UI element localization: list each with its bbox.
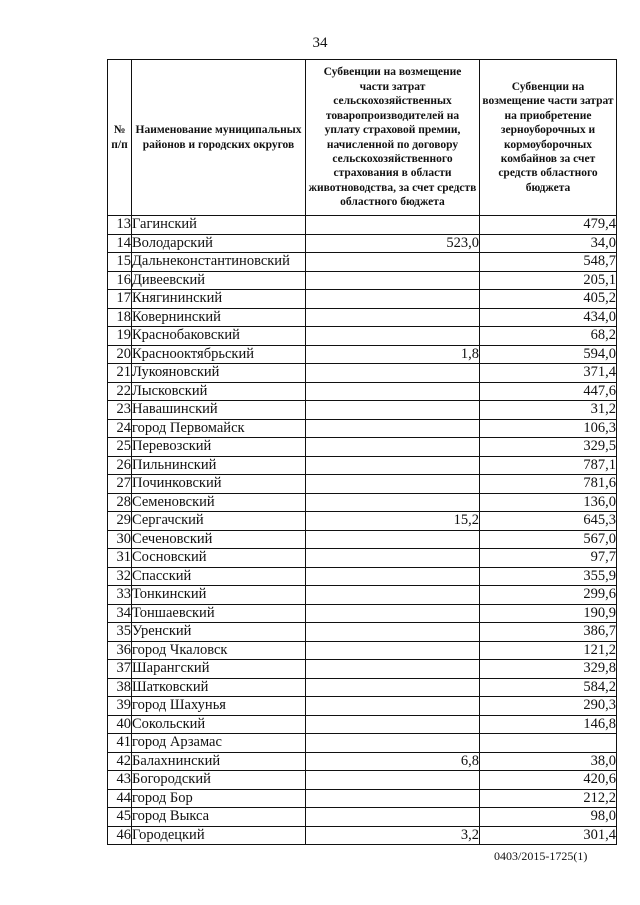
table-row xyxy=(108,549,617,568)
row-insurance-subsidy xyxy=(306,771,480,790)
row-harvester-subsidy: 329,5 xyxy=(480,438,617,457)
row-insurance-subsidy xyxy=(306,253,480,272)
row-harvester-subsidy: 548,7 xyxy=(480,253,617,272)
row-district-name: Сокольский xyxy=(132,715,306,734)
row-district-name: Сеченовский xyxy=(132,530,306,549)
row-harvester-subsidy: 290,3 xyxy=(480,697,617,716)
row-harvester-subsidy: 447,6 xyxy=(480,382,617,401)
row-insurance-subsidy xyxy=(306,493,480,512)
row-district-name: Навашинский xyxy=(132,401,306,420)
row-number: 36 xyxy=(108,641,132,660)
table-row xyxy=(108,623,617,642)
row-harvester-subsidy: 190,9 xyxy=(480,604,617,623)
table-row xyxy=(108,660,617,679)
row-number: 20 xyxy=(108,345,132,364)
row-number: 28 xyxy=(108,493,132,512)
row-district-name: Лукояновский xyxy=(132,364,306,383)
row-district-name: Володарский xyxy=(132,234,306,253)
row-harvester-subsidy: 787,1 xyxy=(480,456,617,475)
row-district-name: Тоншаевский xyxy=(132,604,306,623)
row-insurance-subsidy xyxy=(306,660,480,679)
row-insurance-subsidy xyxy=(306,715,480,734)
row-number: 16 xyxy=(108,271,132,290)
row-number: 32 xyxy=(108,567,132,586)
row-insurance-subsidy xyxy=(306,734,480,753)
row-number: 31 xyxy=(108,549,132,568)
table-row xyxy=(108,327,617,346)
row-district-name: Балахнинский xyxy=(132,752,306,771)
table-row xyxy=(108,290,617,309)
row-district-name: город Шахунья xyxy=(132,697,306,716)
row-district-name: Тонкинский xyxy=(132,586,306,605)
row-harvester-subsidy: 405,2 xyxy=(480,290,617,309)
row-insurance-subsidy xyxy=(306,530,480,549)
row-district-name: город Первомайск xyxy=(132,419,306,438)
row-insurance-subsidy xyxy=(306,586,480,605)
row-insurance-subsidy xyxy=(306,308,480,327)
row-harvester-subsidy: 146,8 xyxy=(480,715,617,734)
row-number: 15 xyxy=(108,253,132,272)
row-insurance-subsidy xyxy=(306,567,480,586)
row-number: 33 xyxy=(108,586,132,605)
table-row xyxy=(108,456,617,475)
row-insurance-subsidy xyxy=(306,789,480,808)
row-harvester-subsidy: 68,2 xyxy=(480,327,617,346)
row-district-name: город Выкса xyxy=(132,808,306,827)
row-harvester-subsidy: 434,0 xyxy=(480,308,617,327)
row-harvester-subsidy: 97,7 xyxy=(480,549,617,568)
row-district-name: Дивеевский xyxy=(132,271,306,290)
table-row xyxy=(108,493,617,512)
row-harvester-subsidy: 584,2 xyxy=(480,678,617,697)
row-district-name: Перевозский xyxy=(132,438,306,457)
row-harvester-subsidy: 299,6 xyxy=(480,586,617,605)
row-harvester-subsidy: 38,0 xyxy=(480,752,617,771)
row-number: 38 xyxy=(108,678,132,697)
table-row xyxy=(108,234,617,253)
table-row xyxy=(108,678,617,697)
row-harvester-subsidy: 420,6 xyxy=(480,771,617,790)
table-row xyxy=(108,271,617,290)
row-district-name: Пильнинский xyxy=(132,456,306,475)
table-row xyxy=(108,567,617,586)
table-row xyxy=(108,604,617,623)
table-row xyxy=(108,715,617,734)
page-number: 34 xyxy=(312,35,328,51)
row-harvester-subsidy: 386,7 xyxy=(480,623,617,642)
row-harvester-subsidy: 34,0 xyxy=(480,234,617,253)
table-row xyxy=(108,697,617,716)
row-number: 22 xyxy=(108,382,132,401)
row-insurance-subsidy xyxy=(306,216,480,235)
table-row xyxy=(108,475,617,494)
row-harvester-subsidy xyxy=(480,734,617,753)
row-number: 18 xyxy=(108,308,132,327)
row-harvester-subsidy: 98,0 xyxy=(480,808,617,827)
table-row xyxy=(108,512,617,531)
row-district-name: Городецкий xyxy=(132,826,306,845)
row-number: 17 xyxy=(108,290,132,309)
table-header-row xyxy=(108,60,617,216)
row-harvester-subsidy: 205,1 xyxy=(480,271,617,290)
row-harvester-subsidy: 212,2 xyxy=(480,789,617,808)
row-insurance-subsidy: 1,8 xyxy=(306,345,480,364)
row-number: 27 xyxy=(108,475,132,494)
header-insurance-subsidy: Субвенции на возмещение части затрат сельскохозяйственных товаропроизводителей на уплату страховой премии, начисленной по договору сельскохозяйственного страхования в области животноводства, за счет средств областного бюджета xyxy=(306,60,480,216)
row-number: 19 xyxy=(108,327,132,346)
row-insurance-subsidy xyxy=(306,271,480,290)
row-number: 13 xyxy=(108,216,132,235)
row-district-name: город Бор xyxy=(132,789,306,808)
row-harvester-subsidy: 136,0 xyxy=(480,493,617,512)
table-row xyxy=(108,345,617,364)
row-district-name: Краснобаковский xyxy=(132,327,306,346)
row-insurance-subsidy xyxy=(306,678,480,697)
row-district-name: город Чкаловск xyxy=(132,641,306,660)
row-number: 34 xyxy=(108,604,132,623)
row-number: 24 xyxy=(108,419,132,438)
row-number: 14 xyxy=(108,234,132,253)
row-insurance-subsidy xyxy=(306,419,480,438)
table-row xyxy=(108,401,617,420)
row-number: 46 xyxy=(108,826,132,845)
table-row xyxy=(108,586,617,605)
row-number: 29 xyxy=(108,512,132,531)
row-district-name: Семеновский xyxy=(132,493,306,512)
row-district-name: Шатковский xyxy=(132,678,306,697)
table-row xyxy=(108,530,617,549)
row-district-name: Лысковский xyxy=(132,382,306,401)
row-insurance-subsidy xyxy=(306,290,480,309)
row-number: 25 xyxy=(108,438,132,457)
row-number: 39 xyxy=(108,697,132,716)
table-row xyxy=(108,216,617,235)
row-district-name: Сергачский xyxy=(132,512,306,531)
row-number: 40 xyxy=(108,715,132,734)
row-insurance-subsidy xyxy=(306,401,480,420)
table-row xyxy=(108,419,617,438)
row-harvester-subsidy: 594,0 xyxy=(480,345,617,364)
table-row xyxy=(108,752,617,771)
row-district-name: Спасский xyxy=(132,567,306,586)
row-number: 30 xyxy=(108,530,132,549)
row-insurance-subsidy xyxy=(306,382,480,401)
row-insurance-subsidy xyxy=(306,604,480,623)
table-row xyxy=(108,641,617,660)
table-row xyxy=(108,382,617,401)
row-insurance-subsidy: 15,2 xyxy=(306,512,480,531)
row-insurance-subsidy xyxy=(306,475,480,494)
row-harvester-subsidy: 371,4 xyxy=(480,364,617,383)
row-harvester-subsidy: 567,0 xyxy=(480,530,617,549)
row-district-name: Краснооктябрьский xyxy=(132,345,306,364)
row-insurance-subsidy xyxy=(306,641,480,660)
row-district-name: город Арзамас xyxy=(132,734,306,753)
row-harvester-subsidy: 645,3 xyxy=(480,512,617,531)
row-insurance-subsidy xyxy=(306,808,480,827)
row-number: 26 xyxy=(108,456,132,475)
row-district-name: Княгининский xyxy=(132,290,306,309)
row-district-name: Шарангский xyxy=(132,660,306,679)
header-name: Наименование муниципальных районов и городских округов xyxy=(132,60,306,216)
table-row xyxy=(108,826,617,845)
row-district-name: Гагинский xyxy=(132,216,306,235)
table-row xyxy=(108,364,617,383)
row-district-name: Сосновский xyxy=(132,549,306,568)
row-district-name: Богородский xyxy=(132,771,306,790)
table-row xyxy=(108,438,617,457)
table-row xyxy=(108,734,617,753)
row-insurance-subsidy xyxy=(306,549,480,568)
header-harvester-subsidy: Субвенции на возмещение части затрат на приобретение зерноуборочных и кормоуборочных комбайнов за счет средств областного бюджета xyxy=(480,60,617,216)
row-district-name: Дальнеконстантиновский xyxy=(132,253,306,272)
table-row xyxy=(108,789,617,808)
row-district-name: Уренский xyxy=(132,623,306,642)
table-row xyxy=(108,771,617,790)
row-district-name: Починковский xyxy=(132,475,306,494)
row-insurance-subsidy xyxy=(306,623,480,642)
row-number: 43 xyxy=(108,771,132,790)
row-harvester-subsidy: 479,4 xyxy=(480,216,617,235)
row-number: 35 xyxy=(108,623,132,642)
subsidies-table xyxy=(107,59,617,845)
row-insurance-subsidy: 6,8 xyxy=(306,752,480,771)
table-row xyxy=(108,308,617,327)
row-district-name: Ковернинский xyxy=(132,308,306,327)
row-insurance-subsidy xyxy=(306,327,480,346)
row-number: 23 xyxy=(108,401,132,420)
row-insurance-subsidy: 523,0 xyxy=(306,234,480,253)
row-insurance-subsidy xyxy=(306,438,480,457)
row-insurance-subsidy xyxy=(306,364,480,383)
row-insurance-subsidy xyxy=(306,456,480,475)
row-number: 21 xyxy=(108,364,132,383)
row-number: 37 xyxy=(108,660,132,679)
row-harvester-subsidy: 121,2 xyxy=(480,641,617,660)
row-number: 44 xyxy=(108,789,132,808)
row-number: 42 xyxy=(108,752,132,771)
row-number: 45 xyxy=(108,808,132,827)
table-row xyxy=(108,808,617,827)
row-harvester-subsidy: 781,6 xyxy=(480,475,617,494)
row-harvester-subsidy: 355,9 xyxy=(480,567,617,586)
row-harvester-subsidy: 31,2 xyxy=(480,401,617,420)
row-harvester-subsidy: 329,8 xyxy=(480,660,617,679)
row-insurance-subsidy xyxy=(306,697,480,716)
header-num: № п/п xyxy=(108,60,132,216)
document-code: 0403/2015-1725(1) xyxy=(494,849,588,863)
row-insurance-subsidy: 3,2 xyxy=(306,826,480,845)
row-number: 41 xyxy=(108,734,132,753)
row-harvester-subsidy: 301,4 xyxy=(480,826,617,845)
row-harvester-subsidy: 106,3 xyxy=(480,419,617,438)
table-row xyxy=(108,253,617,272)
